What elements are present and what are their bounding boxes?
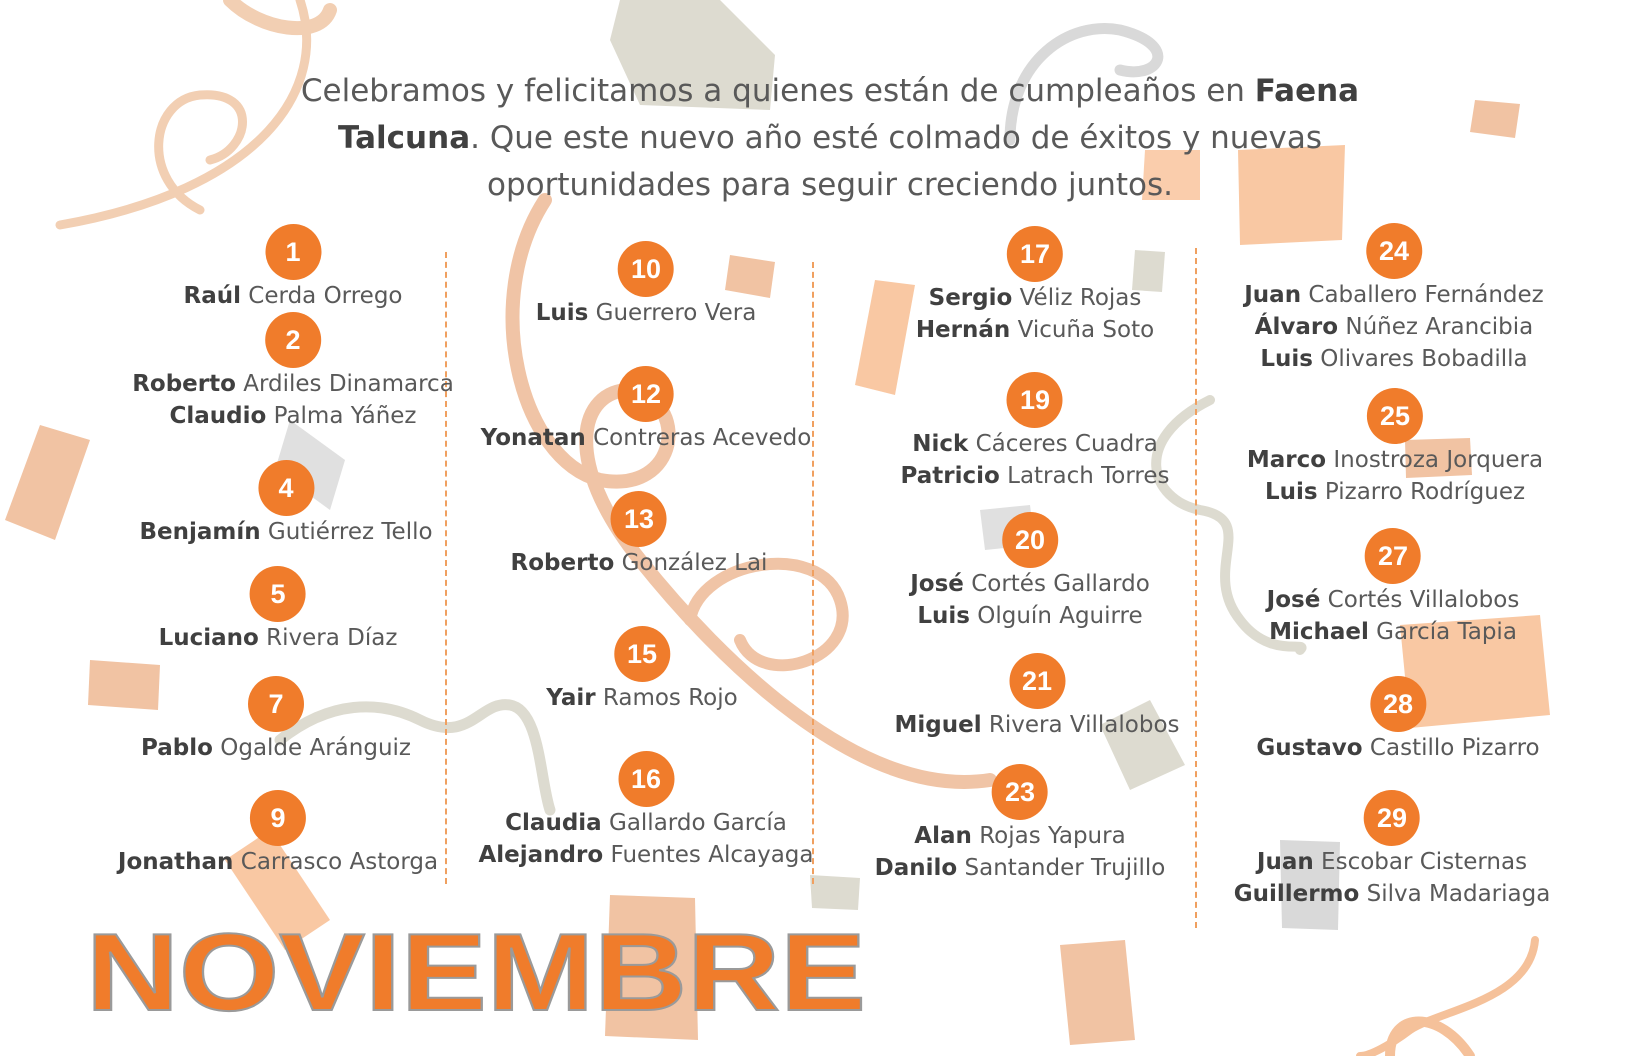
last-name: Véliz Rojas	[1019, 285, 1142, 311]
birthday-group	[159, 566, 398, 654]
person-name	[1244, 279, 1544, 311]
day-badge: 16	[618, 751, 674, 807]
person-name	[901, 460, 1170, 492]
last-name: Caballero Fernández	[1308, 282, 1544, 308]
first-name: Patricio	[900, 463, 1000, 489]
day-badge: 15	[614, 626, 670, 682]
birthday-group	[875, 764, 1166, 884]
first-name: José	[910, 571, 964, 597]
first-name: Claudio	[169, 403, 267, 429]
day-badge: 29	[1364, 790, 1420, 846]
first-name: Sergio	[928, 285, 1013, 311]
first-name: Gustavo	[1256, 735, 1363, 761]
birthday-group	[1256, 676, 1539, 764]
last-name: Ogalde Aránguiz	[220, 735, 411, 761]
last-name: Rojas Yapura	[979, 823, 1126, 849]
first-name: Pablo	[141, 735, 213, 761]
first-name: Danilo	[874, 855, 958, 881]
first-name: José	[1266, 587, 1321, 613]
first-name: Alan	[914, 823, 972, 849]
first-name: Luis	[1264, 479, 1318, 505]
last-name: Olguín Aguirre	[977, 603, 1143, 629]
birthday-group	[910, 512, 1150, 632]
person-name	[875, 852, 1166, 884]
person-name	[159, 622, 398, 654]
first-name: Michael	[1269, 619, 1369, 645]
last-name: Pizarro Rodríguez	[1324, 479, 1526, 505]
birthday-group	[536, 241, 757, 329]
last-name: Silva Madariaga	[1366, 881, 1551, 907]
birthday-group	[1247, 388, 1543, 508]
person-name	[511, 547, 768, 579]
day-badge: 12	[618, 366, 674, 422]
birthday-group	[546, 626, 737, 714]
birthday-group	[183, 224, 402, 312]
person-name	[875, 820, 1166, 852]
first-name: Luis	[1260, 346, 1313, 372]
last-name: Inostroza Jorquera	[1333, 447, 1544, 473]
last-name: Santander Trujillo	[964, 855, 1166, 881]
last-name: Castillo Pizarro	[1369, 735, 1540, 761]
day-badge: 24	[1366, 223, 1422, 279]
last-name: Contreras Acevedo	[593, 425, 812, 451]
person-name	[1247, 476, 1543, 508]
person-name	[1234, 846, 1551, 878]
last-name: Ardiles Dinamarca	[243, 371, 454, 397]
first-name: Juan	[1256, 849, 1314, 875]
person-name	[479, 839, 814, 871]
first-name: Yonatan	[480, 425, 586, 451]
first-name: Jonathan	[117, 849, 234, 875]
first-name: Guillermo	[1233, 881, 1360, 907]
last-name: Ramos Rojo	[602, 685, 738, 711]
last-name: Vicuña Soto	[1017, 317, 1155, 343]
person-name	[1267, 616, 1520, 648]
day-badge: 13	[611, 491, 667, 547]
last-name: González Lai	[621, 550, 768, 576]
birthday-group	[141, 676, 411, 764]
person-name	[901, 428, 1170, 460]
person-name	[132, 400, 454, 432]
person-name	[894, 709, 1179, 741]
last-name: Carrasco Astorga	[240, 849, 439, 875]
day-badge: 27	[1365, 528, 1421, 584]
last-name: Palma Yáñez	[273, 403, 417, 429]
person-name	[1267, 584, 1520, 616]
birthday-group	[1244, 223, 1544, 375]
last-name: Núñez Arancibia	[1345, 314, 1534, 340]
company-name: Faena Talcuna	[337, 73, 1360, 156]
day-badge: 1	[265, 224, 321, 280]
last-name: Guerrero Vera	[595, 300, 757, 326]
first-name: Luciano	[158, 625, 259, 651]
day-badge: 7	[248, 676, 304, 732]
day-badge: 9	[250, 790, 306, 846]
first-name: Benjamín	[139, 519, 261, 545]
column-divider	[1195, 248, 1197, 928]
last-name: Olivares Bobadilla	[1320, 346, 1528, 372]
day-badge: 19	[1007, 372, 1063, 428]
last-name: Rivera Díaz	[266, 625, 398, 651]
person-name	[183, 280, 402, 312]
intro-message: Celebramos y felicitamos a quienes están de cumpleaños en Faena Talcuna. Que este nuevo año esté colmado de éxitos y nuevas oportunidades para seguir creciendo juntos.	[300, 73, 1360, 203]
day-badge: 5	[250, 566, 306, 622]
person-name	[1256, 732, 1539, 764]
day-badge: 10	[618, 241, 674, 297]
month-name: NOVIEMBRE	[86, 920, 866, 1020]
first-name: Luis	[917, 603, 970, 629]
month-title	[86, 920, 876, 1020]
person-name	[1244, 343, 1544, 375]
person-name	[1244, 311, 1544, 343]
last-name: Latrach Torres	[1007, 463, 1170, 489]
person-name	[118, 846, 438, 878]
first-name: Luis	[535, 300, 589, 326]
person-name	[1234, 878, 1551, 910]
last-name: García Tapia	[1376, 619, 1517, 645]
person-name	[132, 368, 454, 400]
first-name: Hernán	[915, 317, 1011, 343]
person-name	[1247, 444, 1543, 476]
day-badge: 17	[1007, 226, 1063, 282]
birthday-group	[901, 372, 1170, 492]
birthday-group	[511, 491, 768, 579]
person-name	[536, 297, 757, 329]
last-name: Escobar Cisternas	[1321, 849, 1528, 875]
first-name: Nick	[912, 431, 969, 457]
person-name	[139, 516, 432, 548]
person-name	[141, 732, 411, 764]
first-name: Claudia	[505, 810, 602, 836]
birthday-group	[894, 653, 1179, 741]
first-name: Roberto	[132, 371, 236, 397]
last-name: Rivera Villalobos	[988, 712, 1180, 738]
birthday-group	[1267, 528, 1520, 648]
first-name: Alejandro	[478, 842, 604, 868]
day-badge: 23	[992, 764, 1048, 820]
last-name: Gallardo García	[609, 810, 787, 836]
birthday-group	[481, 366, 812, 454]
last-name: Cáceres Cuadra	[975, 431, 1158, 457]
last-name: Cortés Gallardo	[971, 571, 1150, 597]
first-name: Yair	[546, 685, 596, 711]
first-name: Álvaro	[1254, 314, 1339, 340]
first-name: Roberto	[510, 550, 615, 576]
first-name: Juan	[1244, 282, 1302, 308]
day-badge: 28	[1370, 676, 1426, 732]
person-name	[546, 682, 737, 714]
birthday-group	[118, 790, 438, 878]
day-badge: 4	[258, 460, 314, 516]
day-badge: 2	[265, 312, 321, 368]
birthday-group	[132, 312, 454, 432]
person-name	[916, 314, 1154, 346]
birthday-group	[479, 751, 814, 871]
first-name: Raúl	[183, 283, 241, 309]
person-name	[910, 568, 1150, 600]
first-name: Marco	[1246, 447, 1327, 473]
first-name: Miguel	[894, 712, 982, 738]
last-name: Cerda Orrego	[248, 283, 403, 309]
last-name: Cortés Villalobos	[1327, 587, 1520, 613]
birthday-group	[1234, 790, 1551, 910]
day-badge: 20	[1002, 512, 1058, 568]
birthday-group	[139, 460, 432, 548]
person-name	[916, 282, 1154, 314]
day-badge: 21	[1009, 653, 1065, 709]
person-name	[479, 807, 814, 839]
birthday-group	[916, 226, 1154, 346]
last-name: Fuentes Alcayaga	[610, 842, 814, 868]
day-badge: 25	[1367, 388, 1423, 444]
person-name	[910, 600, 1150, 632]
last-name: Gutiérrez Tello	[267, 519, 433, 545]
person-name	[481, 422, 812, 454]
